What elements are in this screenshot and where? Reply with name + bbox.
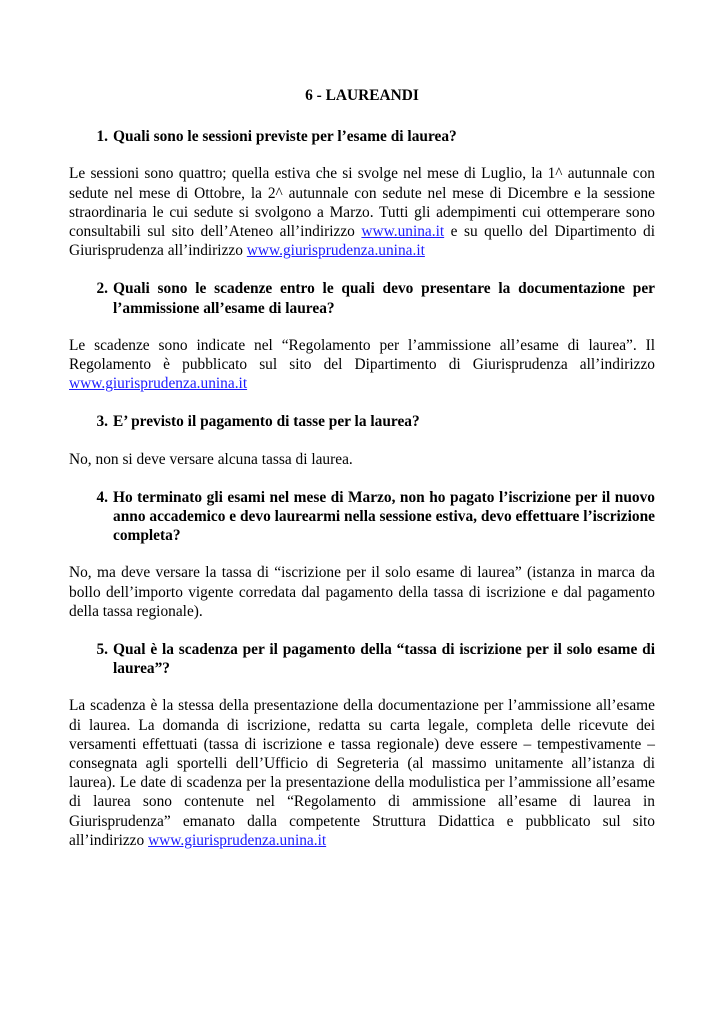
answer-5 <box>69 696 655 850</box>
answer-text: No, ma deve versare la tassa di “iscrizione per il solo esame di laurea” (istanza in marca da bollo dell’importo vigente corredata dal pagamento della tassa di iscrizione e dal pagamento della tassa regionale). <box>69 564 655 620</box>
document-page <box>69 86 655 869</box>
question-number: 2. <box>96 280 108 298</box>
link-giurisprudenza[interactable]: www.giurisprudenza.unina.it <box>69 375 248 393</box>
answer-text: e su quello del Dipartimento di Giurisprudenza all’indirizzo <box>69 223 655 260</box>
question-text: Ho terminato gli esami nel mese di Marzo, non ho pagato l’iscrizione per il nuovo anno accademico e devo laurearmi nella sessione estiva, devo effettuare l’iscrizione completa? <box>113 488 655 545</box>
question-number: 5. <box>96 641 108 659</box>
question-1 <box>69 127 655 146</box>
question-2 <box>69 279 655 317</box>
question-text: Qual è la scadenza per il pagamento della “tassa di iscrizione per il solo esame di laurea”? <box>113 641 655 678</box>
question-text: Quali sono le scadenze entro le quali devo presentare la documentazione per l’ammissione all’esame di laurea? <box>113 280 655 317</box>
question-number: 1. <box>96 128 108 146</box>
question-number: 3. <box>96 413 108 431</box>
question-text: Quali sono le sessioni previste per l’esame di laurea? <box>113 128 457 146</box>
question-5 <box>69 640 655 678</box>
answer-3 <box>69 450 655 469</box>
link-giurisprudenza[interactable]: www.giurisprudenza.unina.it <box>148 831 327 849</box>
answer-text: Le scadenze sono indicate nel “Regolamento per l’ammissione all’esame di laurea”. Il Regolamento è pubblicato sul sito del Dipartimento di Giurisprudenza all’indirizzo <box>69 336 655 374</box>
question-number: 4. <box>96 488 108 506</box>
answer-1 <box>69 164 655 260</box>
link-giurisprudenza[interactable]: www.giurisprudenza.unina.it <box>246 242 425 260</box>
answer-text: No, non si deve versare alcuna tassa di laurea. <box>69 450 353 468</box>
question-text: E’ previsto il pagamento di tasse per la laurea? <box>113 413 420 431</box>
answer-text: Le sessioni sono quattro; quella estiva che si svolge nel mese di Luglio, la 1^ autunnale con sedute nel mese di Ottobre, la 2^ autunnale con sedute nel mese di Dicembre e la sessione straordinaria le cui sedute si svolgono a Marzo. Tutti gli adempimenti cui ottemperare sono consultabili sul sito dell’Ateneo all’indirizzo <box>69 165 655 241</box>
answer-text: La scadenza è la stessa della presentazione della documentazione per l’ammissione all’esame di laurea. La domanda di iscrizione, redatta su carta legale, completa delle ricevute dei versamenti effettuati (tassa di iscrizione e tassa regionale) deve essere – tempestivamente – consegnata agli sportelli dell’Ufficio di Segreteria (al massimo unitamente all’istanza di laurea). Le date di scadenza per la presentazione della modulistica per l’ammissione all’esame di laurea sono contenute nel “Regolamento di ammissione all’esame di laurea in Giurisprudenza” emanato dalla competente Struttura Didattica e pubblicato sul sito all’indirizzo <box>69 697 655 849</box>
question-4 <box>69 488 655 546</box>
answer-4 <box>69 563 655 621</box>
link-unina[interactable]: www.unina.it <box>361 223 445 241</box>
section-title: 6 - LAUREANDI <box>305 87 419 104</box>
question-3 <box>69 412 655 431</box>
answer-2 <box>69 336 655 394</box>
